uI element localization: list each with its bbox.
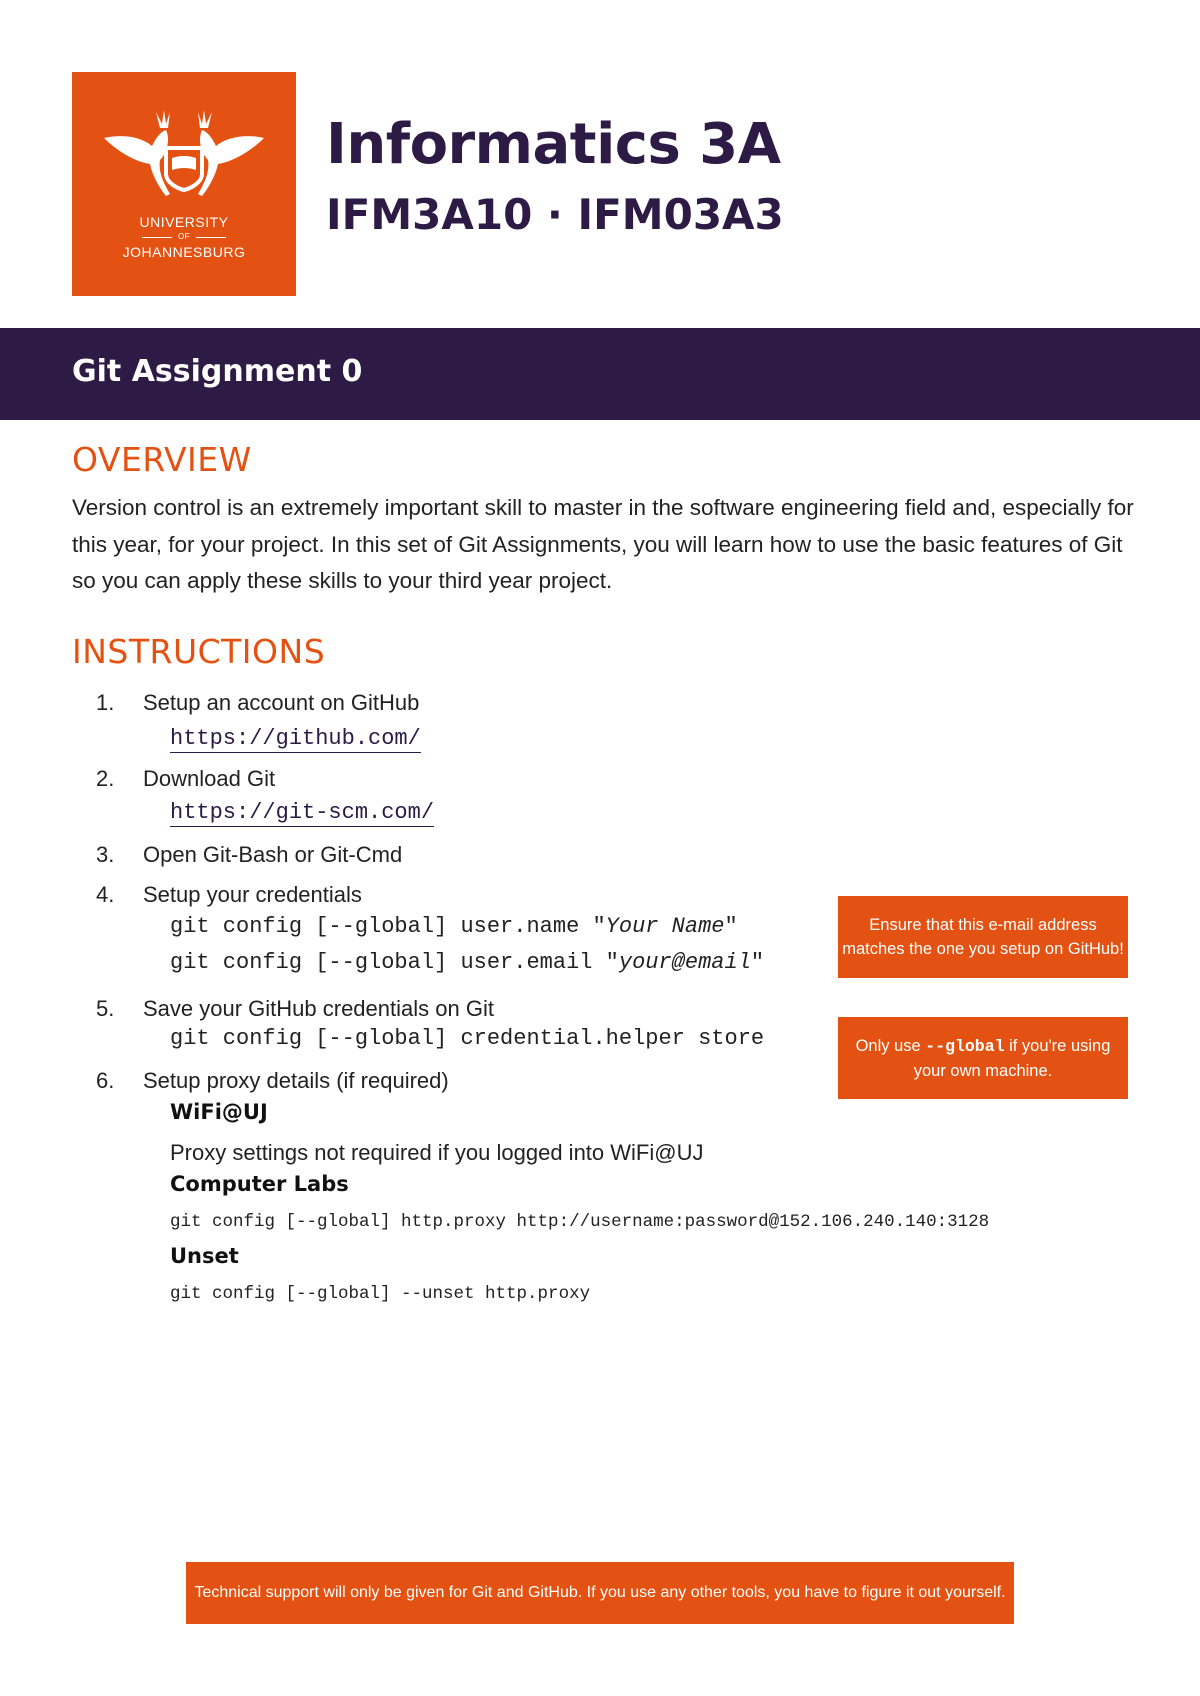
step-label: Save your GitHub credentials on Git (143, 996, 494, 1021)
wifi-note: Proxy settings not required if you logged into WiFi@UJ (170, 1140, 704, 1165)
wifi-heading: WiFi@UJ (170, 1100, 268, 1124)
labs-heading: Computer Labs (170, 1172, 349, 1196)
instructions-heading: INSTRUCTIONS (72, 632, 326, 671)
step-label: Download Git (143, 766, 276, 791)
step-number: 5. (96, 996, 115, 1021)
step-number: 3. (96, 842, 115, 867)
step-label: Open Git-Bash or Git-Cmd (143, 842, 403, 867)
support-note: Technical support will only be given for Git and GitHub. If you use any other tools, you have to figure it out yourself. (186, 1562, 1014, 1624)
course-title: Informatics 3A (326, 112, 781, 177)
step-label: Setup an account on GitHub (143, 690, 420, 715)
step-number: 6. (96, 1068, 115, 1093)
assignment-banner (0, 328, 1200, 420)
step-label: Setup your credentials (143, 882, 362, 907)
course-codes: IFM3A10 · IFM03A3 (326, 190, 784, 239)
crest-icon (100, 108, 268, 208)
email-callout-line1: Ensure that this e-mail address (869, 916, 1097, 934)
email-callout-line2: matches the one you setup on GitHub! (842, 940, 1124, 958)
code-user-email: git config [--global] user.email "your@email" (170, 950, 765, 975)
code-http-proxy: git config [--global] http.proxy http://username:password@152.106.240.140:3128 (170, 1212, 990, 1232)
overview-paragraph: Version control is an extremely important skill to master in the software engineering field and, especially for this year, for your project. In this set of Git Assignments, you will learn how to use the basic features of Git so you can apply these skills to your third year project. (72, 495, 1134, 593)
overview-heading: OVERVIEW (72, 440, 252, 479)
logo-text-university: UNIVERSITY (139, 214, 229, 230)
step-number: 1. (96, 690, 115, 715)
code-credential-helper: git config [--global] credential.helper store (170, 1026, 765, 1051)
step-number: 4. (96, 882, 115, 907)
global-callout-line1: Only use --global if you're using (855, 1036, 1111, 1056)
github-link[interactable]: https://github.com/ (170, 726, 421, 751)
global-callout (838, 1017, 1128, 1099)
university-logo (72, 72, 296, 296)
step-number: 2. (96, 766, 115, 791)
unset-heading: Unset (170, 1244, 239, 1268)
logo-text-johannesburg: JOHANNESBURG (122, 244, 246, 260)
logo-text-of: OF (177, 232, 191, 241)
code-user-name: git config [--global] user.name "Your Name" (170, 914, 738, 939)
email-callout (838, 896, 1128, 978)
code-unset-proxy: git config [--global] --unset http.proxy (170, 1284, 591, 1304)
assignment-title: Git Assignment 0 (72, 354, 363, 389)
logo-rule-right (196, 237, 226, 238)
git-scm-link[interactable]: https://git-scm.com/ (170, 800, 435, 825)
global-callout-line2: your own machine. (913, 1061, 1053, 1080)
step-label: Setup proxy details (if required) (143, 1068, 449, 1093)
